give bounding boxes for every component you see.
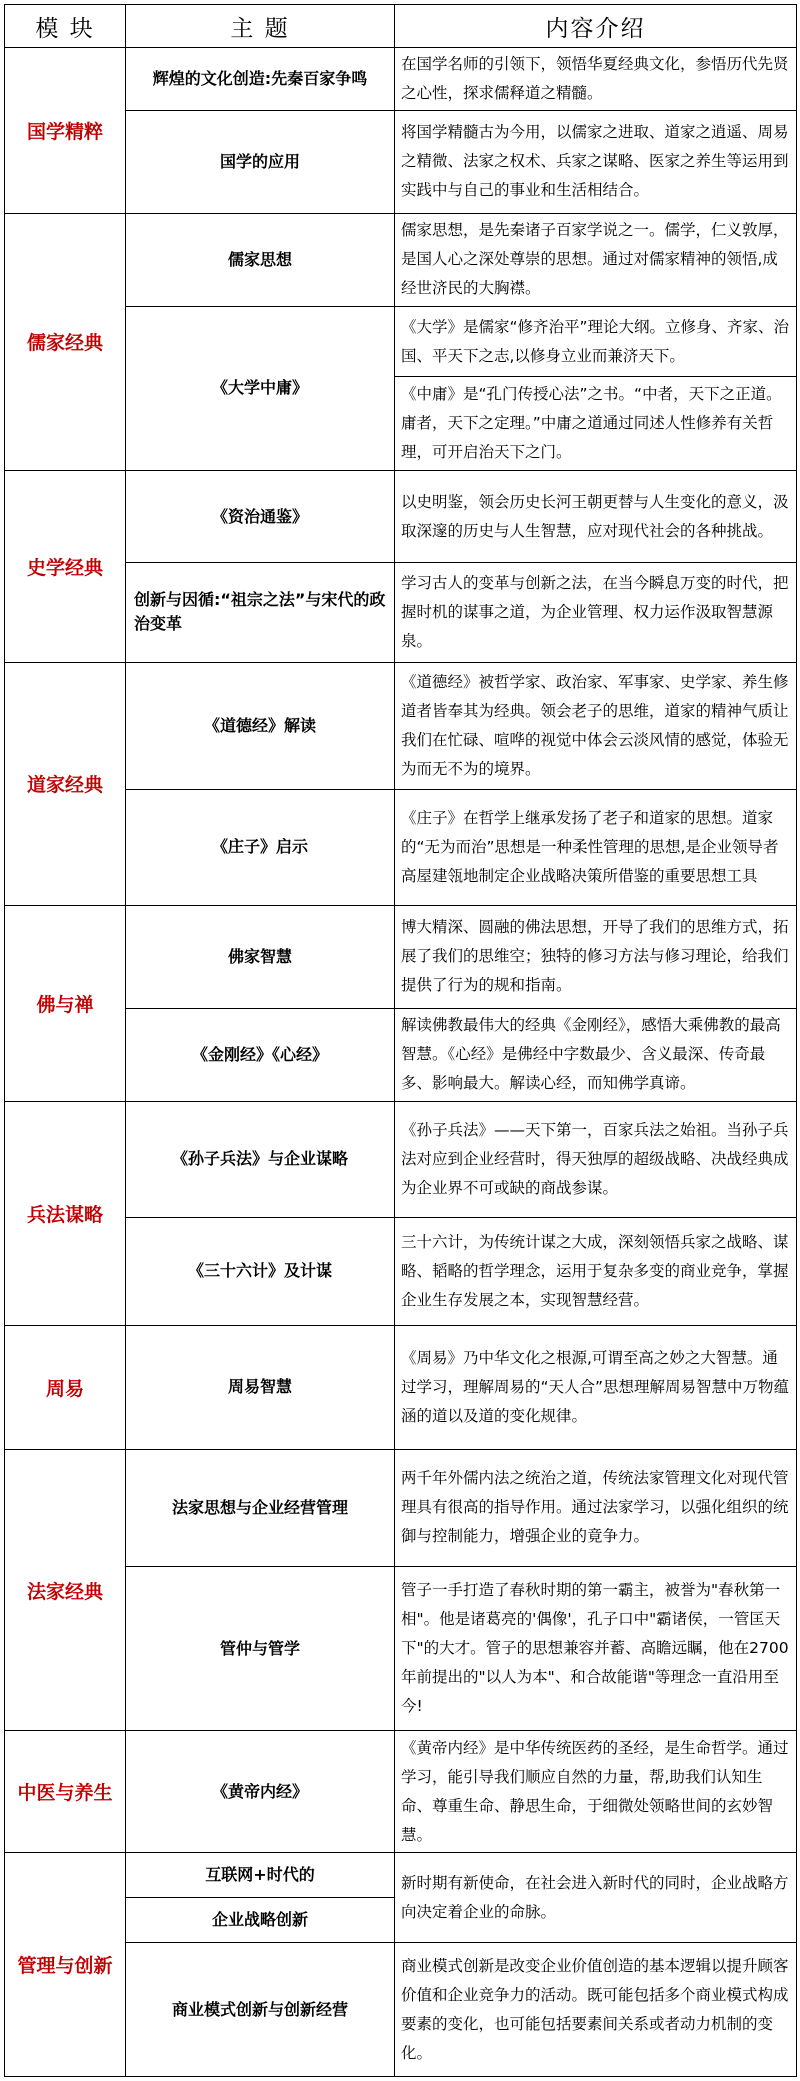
module-label: 道家经典 <box>5 662 126 905</box>
description-cell: 三十六计，为传统计谋之大成，深刻领悟兵家之战略、谋略、韬略的哲学理念，运用于复杂多变的商业竞争，掌握企业生存发展之本，实现智慧经营。 <box>395 1218 797 1325</box>
table-row <box>5 1325 797 1450</box>
course-table <box>4 4 797 2077</box>
topic-cell: 管仲与管学 <box>126 1566 395 1731</box>
module-label: 周易 <box>5 1325 126 1450</box>
topic-cell: 互联网+时代的 <box>126 1852 395 1897</box>
topic-cell: 周易智慧 <box>126 1325 395 1450</box>
description-cell: 将国学精髓古为今用，以儒家之进取、道家之逍遥、周易之精微、法家之权术、兵家之谋略、医家之养生等运用到实践中与自己的事业和生活相结合。 <box>395 111 797 213</box>
header-content: 内容介绍 <box>395 5 797 48</box>
topic-cell: 《黄帝内经》 <box>126 1731 395 1853</box>
description-cell: 《孙子兵法》——天下第一，百家兵法之始祖。当孙子兵法对应到企业经营时，得天独厚的超级战略、决战经典成为企业界不可或缺的商战参谋。 <box>395 1101 797 1218</box>
description-cell: 两千年外儒内法之统治之道，传统法家管理文化对现代管理具有很高的指导作用。通过法家学习，以强化组织的统御与控制能力，增强企业的竟争力。 <box>395 1450 797 1567</box>
description-cell: 商业模式创新是改变企业价值创造的基本逻辑以提升顾客价值和企业竞争力的活动。既可能包括多个商业模式构成要素的变化，也可能包括要素间关系或者动力机制的变化。 <box>395 1943 797 2077</box>
topic-cell: 法家思想与企业经营管理 <box>126 1450 395 1567</box>
description-cell: 管子一手打造了春秋时期的第一霸主，被誉为"春秋第一相"。他是诸葛亮的'偶像'，孔子口中"霸诸侯，一管匡天下"的大才。管子的思想兼容并蓄、高瞻远瞩，他在2700年前提出的"以人为本"、和合故能谐"等理念一直沿用至今! <box>395 1566 797 1731</box>
header-row <box>5 5 797 48</box>
table-row <box>5 1852 797 1897</box>
topic-cell: 辉煌的文化创造:先秦百家争鸣 <box>126 48 395 111</box>
table-row <box>5 470 797 562</box>
topic-cell: 商业模式创新与创新经营 <box>126 1943 395 2077</box>
topic-cell: 创新与因循:“祖宗之法”与宋代的政治变革 <box>126 563 395 662</box>
table-row <box>5 1450 797 1567</box>
table-row <box>5 48 797 111</box>
topic-cell: 《道德经》解读 <box>126 662 395 790</box>
topic-cell: 《大学中庸》 <box>126 307 395 471</box>
description-cell: 《大学》是儒家“修齐治平”理论大纲。立修身、齐家、治国、平天下之志,以修身立业而兼济天下。 <box>395 307 797 377</box>
table-row <box>5 905 797 1008</box>
table-row <box>5 662 797 790</box>
module-label: 中医与养生 <box>5 1731 126 1853</box>
module-label: 国学精粹 <box>5 48 126 214</box>
table-row <box>5 1101 797 1218</box>
topic-cell: 儒家思想 <box>126 213 395 306</box>
description-cell: 在国学名师的引领下，领悟华夏经典文化，参悟历代先贤之心性，探求儒释道之精髓。 <box>395 48 797 111</box>
module-label: 管理与创新 <box>5 1852 126 2076</box>
table-row <box>5 1731 797 1853</box>
module-label: 儒家经典 <box>5 213 126 470</box>
description-cell: 以史明鉴，领会历史长河王朝更替与人生变化的意义，汲取深邃的历史与人生智慧，应对现代社会的各种挑战。 <box>395 470 797 562</box>
topic-cell: 《庄子》启示 <box>126 790 395 906</box>
description-cell: 《周易》乃中华文化之根源,可谓至高之妙之大智慧。通过学习，理解周易的“天人合”思想理解周易智慧中万物蕴涵的道以及道的变化规律。 <box>395 1325 797 1450</box>
table-row <box>5 213 797 306</box>
topic-cell: 《三十六计》及计谋 <box>126 1218 395 1325</box>
description-cell: 博大精深、圆融的佛法思想，开导了我们的思维方式，拓展了我们的思维空；独特的修习方法与修习理论，给我们提供了行为的规和指南。 <box>395 905 797 1008</box>
description-cell: 《黄帝内经》是中华传统医药的圣经，是生命哲学。通过学习，能引导我们顺应自然的力量，帮,助我们认知生命、尊重生命、静思生命，于细微处领略世间的玄妙智慧。 <box>395 1731 797 1853</box>
header-topic: 主 题 <box>126 5 395 48</box>
topic-cell: 佛家智慧 <box>126 905 395 1008</box>
header-module: 模 块 <box>5 5 126 48</box>
description-cell: 学习古人的变革与创新之法，在当今瞬息万变的时代，把握时机的谋事之道，为企业管理、权力运作汲取智慧源泉。 <box>395 563 797 662</box>
description-cell: 儒家思想，是先秦诸子百家学说之一。儒学，仁义敦厚，是国人心之深处尊崇的思想。通过对儒家精神的领悟,成经世济民的大胸襟。 <box>395 213 797 306</box>
description-cell: 《道德经》被哲学家、政治家、军事家、史学家、养生修道者皆奉其为经典。领会老子的思维，道家的精神气质让我们在忙碌、喧哗的视觉中体会云淡风情的感觉，体验无为而无不为的境界。 <box>395 662 797 790</box>
description-cell: 解读佛教最伟大的经典《金刚经》，感悟大乘佛教的最高智慧。《心经》是佛经中字数最少、含义最深、传奇最多、影响最大。解读心经，而知佛学真谛。 <box>395 1009 797 1101</box>
topic-cell: 《资治通鉴》 <box>126 470 395 562</box>
module-label: 兵法谋略 <box>5 1101 126 1325</box>
description-cell: 《中庸》是“孔门传授心法”之书。“中者，天下之正道。庸者，天下之定理。”中庸之道通过同述人性修养有关哲理，可开启治天下之门。 <box>395 377 797 470</box>
topic-cell: 国学的应用 <box>126 111 395 213</box>
topic-cell: 企业战略创新 <box>126 1898 395 1943</box>
topic-cell: 《金刚经》《心经》 <box>126 1009 395 1101</box>
description-cell: 《庄子》在哲学上继承发扬了老子和道家的思想。道家的“无为而治”思想是一种柔性管理的思想,是企业领导者高屋建瓴地制定企业战略决策所借鉴的重要思想工具 <box>395 790 797 906</box>
topic-cell: 《孙子兵法》与企业谋略 <box>126 1101 395 1218</box>
module-label: 佛与禅 <box>5 905 126 1101</box>
module-label: 法家经典 <box>5 1450 126 1731</box>
module-label: 史学经典 <box>5 470 126 662</box>
description-cell: 新时期有新使命，在社会进入新时代的同时，企业战略方向决定着企业的命脉。 <box>395 1852 797 1942</box>
